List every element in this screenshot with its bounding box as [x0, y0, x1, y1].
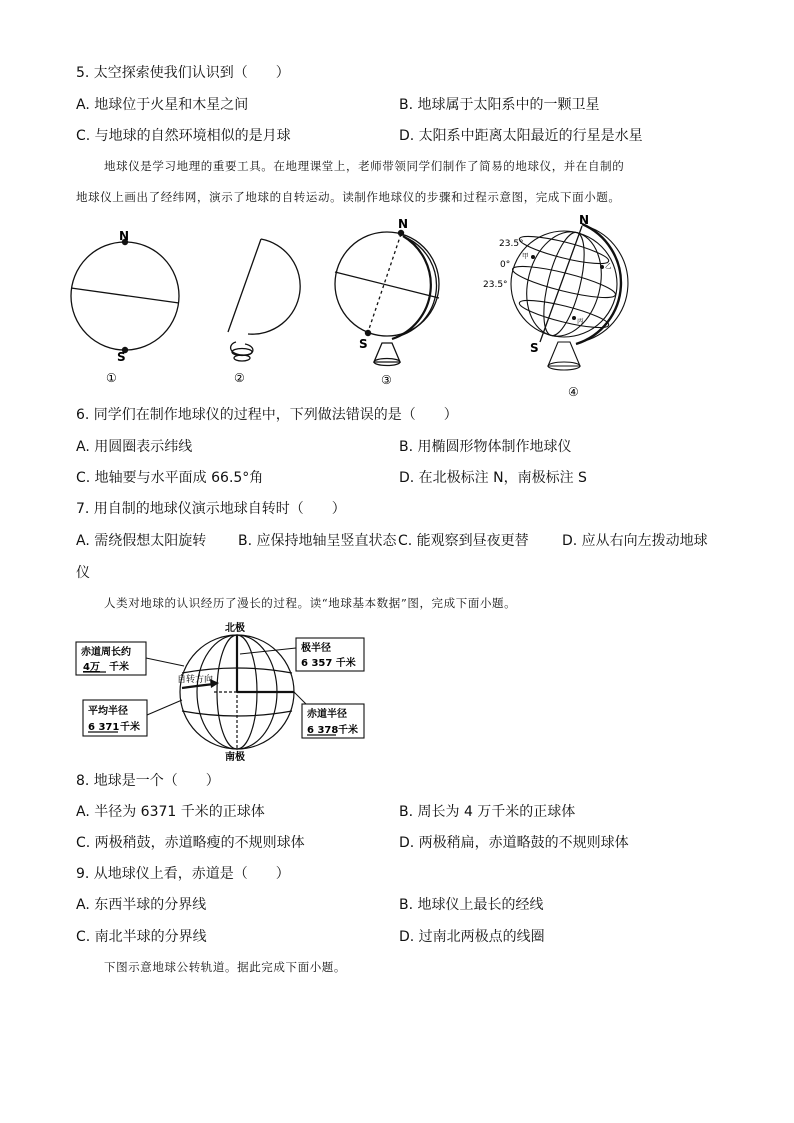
step4-s-label: S	[530, 341, 539, 355]
q7-option-a[interactable]: A. 需绕假想太阳旋转	[76, 533, 207, 549]
lat-23-5-south-label: 23.5°	[483, 280, 508, 290]
step1-s-label: S	[117, 350, 126, 364]
q6-option-c[interactable]: C. 地轴要与水平面成 66.5°角	[76, 470, 264, 486]
earth-data-figure	[74, 618, 374, 764]
equ-radius-label: 赤道半径	[307, 709, 347, 720]
point-yi-label: 乙	[605, 262, 612, 270]
q9-option-b[interactable]: B. 地球仪上最长的经线	[399, 897, 544, 913]
step3-number: ③	[381, 373, 392, 387]
step1-number: ①	[106, 371, 117, 385]
step4-number: ④	[568, 385, 579, 399]
equ-radius-num: 6 378	[307, 725, 339, 736]
q8-stem: 8. 地球是一个（ ）	[76, 773, 220, 789]
step1-circle	[71, 242, 179, 350]
polar-radius-value: 6 357 千米	[301, 658, 356, 669]
q9-option-c[interactable]: C. 南北半球的分界线	[76, 929, 207, 945]
point-bing-label: 丙	[577, 317, 584, 325]
step4-n-label: N	[579, 213, 590, 227]
equator-circ-unit: 千米	[109, 662, 129, 673]
q5-option-a[interactable]: A. 地球位于火星和木星之间	[76, 97, 249, 113]
step1-n-label: N	[119, 229, 130, 243]
q5-stem: 5. 太空探索使我们认识到（ ）	[76, 65, 290, 81]
q7-option-b[interactable]: B. 应保持地轴呈竖直状态	[238, 533, 397, 549]
q7-option-d-continued: 仪	[76, 565, 90, 581]
q9-option-a[interactable]: A. 东西半球的分界线	[76, 897, 207, 913]
q8-option-d[interactable]: D. 两极稍扁，赤道略鼓的不规则球体	[399, 835, 629, 851]
q8-option-b[interactable]: B. 周长为 4 万千米的正球体	[399, 804, 576, 820]
q5-option-d[interactable]: D. 太阳系中距离太阳最近的行星是水星	[399, 128, 643, 144]
point-yi-dot	[600, 265, 604, 269]
q5-option-c[interactable]: C. 与地球的自然环境相似的是月球	[76, 128, 291, 144]
intro1-line2: 地球仪上画出了经纬网，演示了地球的自转运动。读制作地球仪的步骤和过程示意图，完成下面小题。	[76, 190, 621, 204]
q8-option-a[interactable]: A. 半径为 6371 千米的正球体	[76, 804, 265, 820]
mean-radius-unit: 千米	[120, 722, 140, 733]
equator-circ-num: 4万	[83, 662, 100, 673]
step3-s-label: S	[359, 337, 368, 351]
step4-globe	[510, 224, 628, 370]
step2-half-ring	[228, 239, 300, 361]
step3-south-dot	[365, 330, 371, 336]
q6-option-d[interactable]: D. 在北极标注 N，南极标注 S	[399, 470, 587, 486]
point-jia-dot	[531, 255, 535, 259]
q8-option-c[interactable]: C. 两极稍鼓，赤道略瘦的不规则球体	[76, 835, 305, 851]
globe-making-figure	[60, 212, 730, 402]
q6-option-a[interactable]: A. 用圆圈表示纬线	[76, 439, 193, 455]
q5-option-b[interactable]: B. 地球属于太阳系中的一颗卫星	[399, 97, 600, 113]
q7-stem: 7. 用自制的地球仪演示地球自转时（ ）	[76, 501, 346, 517]
equ-radius-unit: 千米	[338, 725, 358, 736]
step3-n-label: N	[398, 217, 409, 231]
q9-stem: 9. 从地球仪上看，赤道是（ ）	[76, 866, 290, 882]
step3-globe	[335, 232, 439, 366]
point-bing-dot	[572, 316, 576, 320]
earth-globe	[180, 635, 294, 749]
q9-option-d[interactable]: D. 过南北两极点的线圈	[399, 929, 545, 945]
south-pole-label: 南极	[225, 752, 245, 763]
step2-number: ②	[234, 371, 245, 385]
q6-stem: 6. 同学们在制作地球仪的过程中，下列做法错误的是（ ）	[76, 407, 458, 423]
lat-23-5-north-label: 23.5°	[499, 239, 524, 249]
intro3: 下图示意地球公转轨道。据此完成下面小题。	[104, 960, 346, 974]
q7-option-c[interactable]: C. 能观察到昼夜更替	[398, 533, 529, 549]
mean-radius-label: 平均半径	[88, 706, 128, 717]
intro2: 人类对地球的认识经历了漫长的过程。读“地球基本数据”图，完成下面小题。	[104, 596, 517, 610]
equator-circ-label: 赤道周长约	[81, 647, 131, 658]
lat-0-label: 0°	[500, 260, 511, 270]
rotation-label: 自转方向	[177, 675, 214, 685]
q6-option-b[interactable]: B. 用椭圆形物体制作地球仪	[399, 439, 572, 455]
polar-radius-label: 极半径	[301, 643, 331, 654]
mean-radius-num: 6 371	[88, 722, 120, 733]
q7-option-d[interactable]: D. 应从右向左拨动地球	[562, 533, 708, 549]
north-pole-label: 北极	[225, 623, 245, 634]
point-jia-label: 甲	[522, 252, 529, 260]
intro1-line1: 地球仪是学习地理的重要工具。在地理课堂上，老师带领同学们制作了简易的地球仪，并在自制的	[104, 159, 625, 173]
